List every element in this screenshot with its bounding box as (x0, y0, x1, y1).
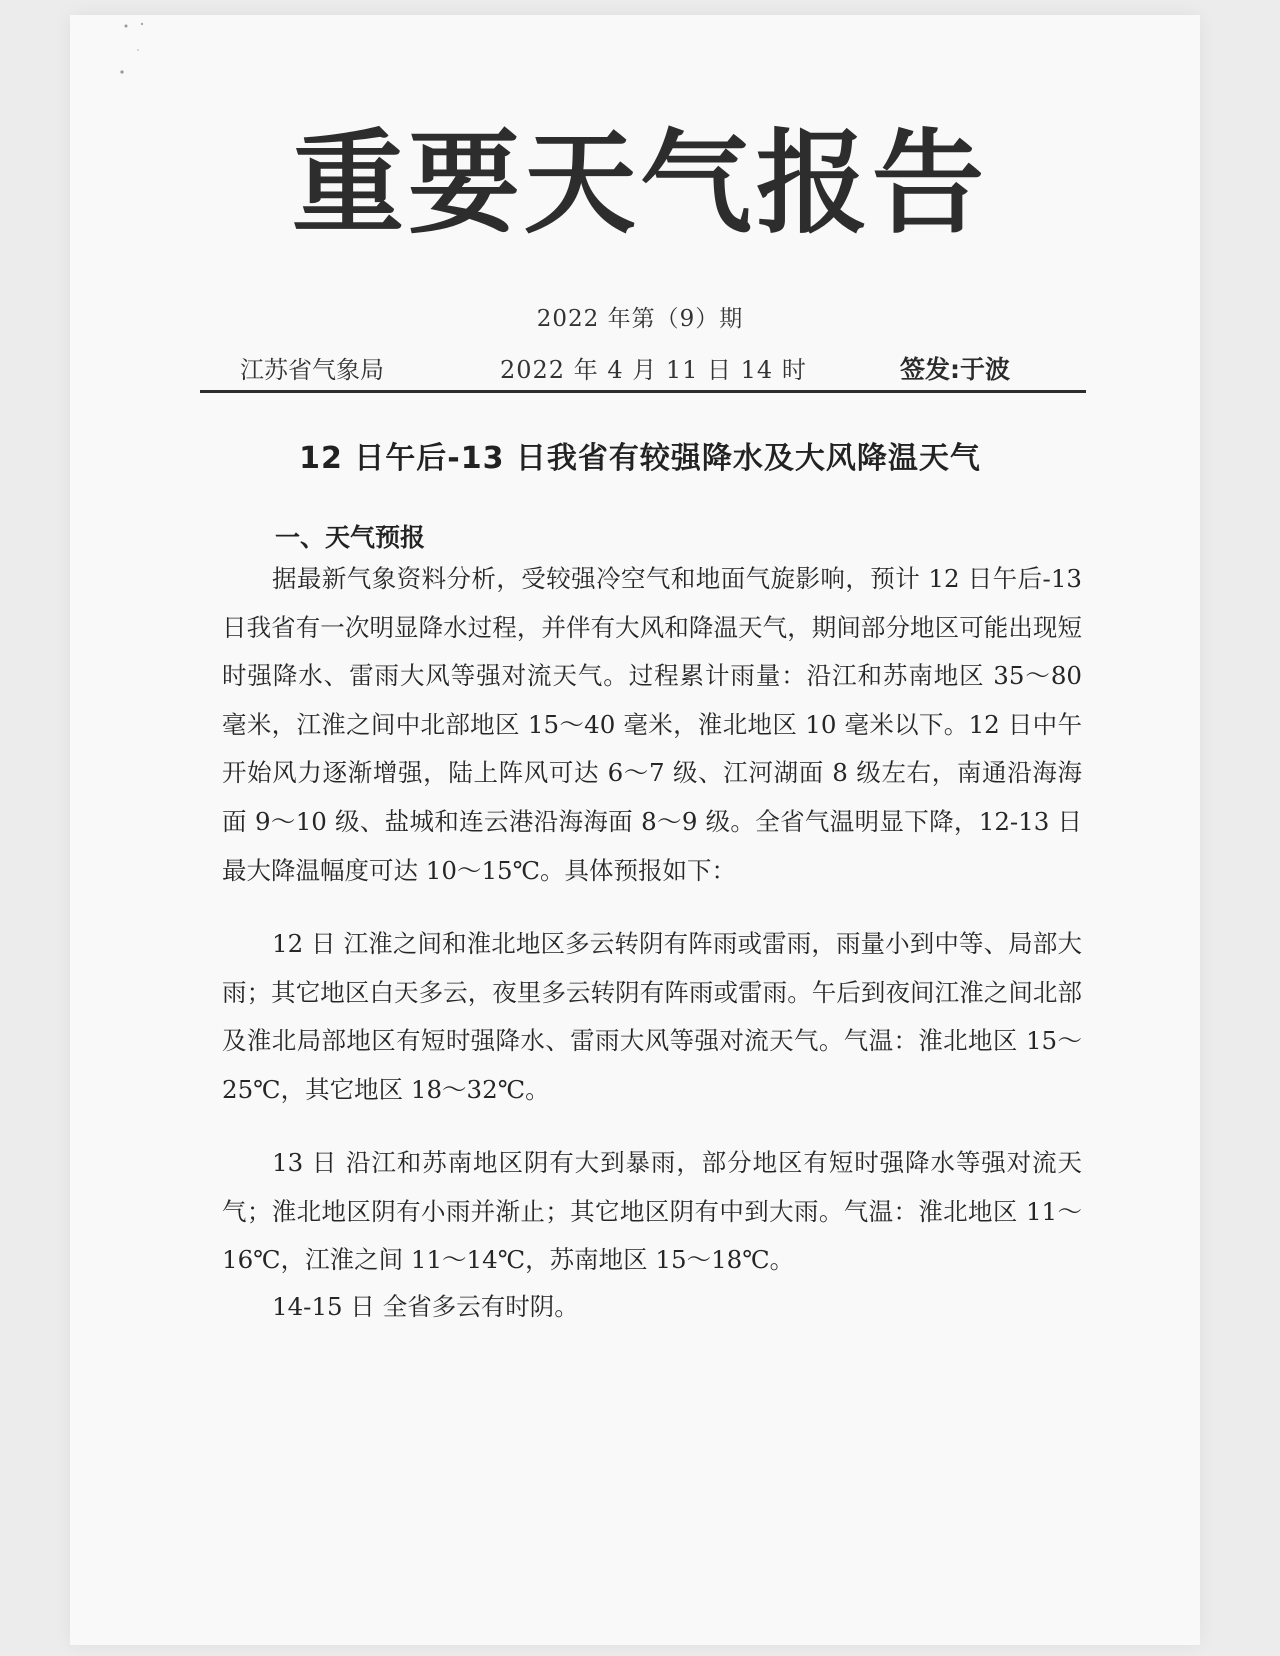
signer: 签发:于波 (900, 355, 1010, 384)
scan-specks (118, 20, 148, 80)
report-headline: 12 日午后-13 日我省有较强降水及大风降温天气 (299, 441, 981, 476)
issue-number: 2022 年第（9）期 (536, 306, 744, 332)
speck (141, 23, 143, 25)
forecast-paragraph-day14-15: 14-15 日 全省多云有时阴。 (272, 1292, 579, 1321)
section-title: 一、天气预报 (275, 523, 426, 552)
issuing-organization: 江苏省气象局 (240, 356, 384, 384)
forecast-paragraph-day13: 13 日 沿江和苏南地区阴有大到暴雨，部分地区有短时强降水等强对流天气；淮北地区阴有小雨并渐止；其它地区阴有中到大雨。气温：淮北地区 11～16℃，江淮之间 11～14℃，苏南地区 15～18℃。 (222, 1148, 1082, 1275)
forecast-paragraph-summary: 据最新气象资料分析，受较强冷空气和地面气旋影响，预计 12 日午后-13 日我省有一次明显降水过程，并伴有大风和降温天气，期间部分地区可能出现短时强降水、雷雨大风等强对流天气。过程累计雨量：沿江和苏南地区 35～80 毫米，江淮之间中北部地区 15～40 毫米，淮北地区 10 毫米以下。12 日中午开始风力逐渐增强，陆上阵风可达 6～7 级、江河湖面 8 级左右，南通沿海海面 9～10 级、盐城和连云港沿海海面 8～9 级。全省气温明显下降，12-13 日最大降温幅度可达 10～15℃。具体预报如下： (222, 564, 1082, 885)
forecast-paragraph-day12: 12 日 江淮之间和淮北地区多云转阴有阵雨或雷雨，雨量小到中等、局部大雨；其它地区白天多云，夜里多云转阴有阵雨或雷雨。午后到夜间江淮之间北部及淮北局部地区有短时强降水、雷雨大风等强对流天气。气温：淮北地区 15～25℃，其它地区 18～32℃。 (222, 929, 1082, 1104)
speck (120, 70, 123, 73)
speck (125, 25, 128, 28)
speck (137, 49, 139, 51)
issue-datetime: 2022 年 4 月 11 日 14 时 (500, 356, 807, 384)
report-masthead: 重要天气报告 (292, 119, 988, 249)
header-divider (200, 390, 1086, 393)
